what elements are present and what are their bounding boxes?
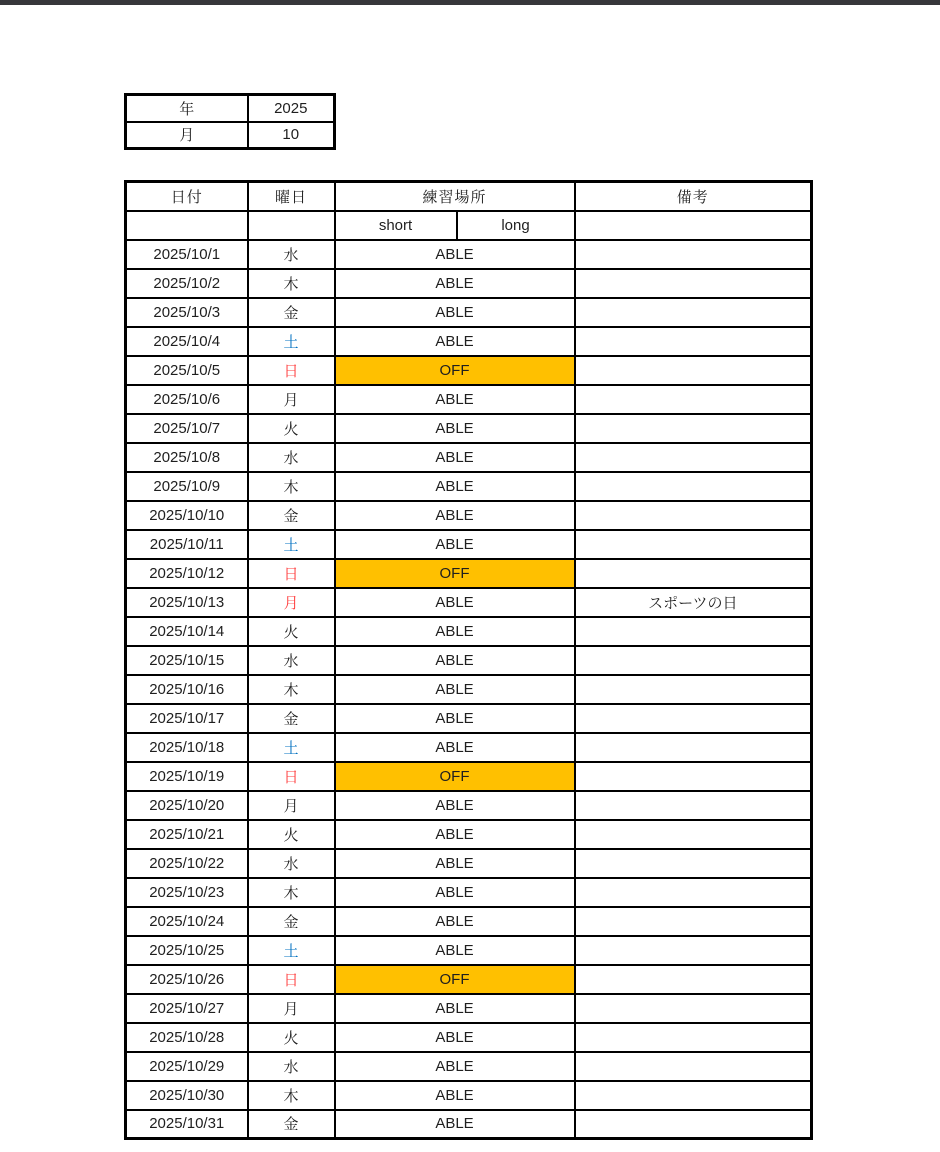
day-of-week-cell: 土: [248, 530, 335, 559]
remark-cell: [575, 501, 812, 530]
availability-cell: ABLE: [335, 530, 575, 559]
date-cell: 2025/10/8: [126, 443, 248, 472]
schedule-row: [126, 530, 812, 559]
schedule-row: [126, 472, 812, 501]
remark-cell: [575, 907, 812, 936]
year-label: 年: [126, 95, 248, 122]
availability-cell: OFF: [335, 965, 575, 994]
remark-cell: [575, 675, 812, 704]
year-value: 2025: [248, 95, 335, 122]
availability-cell: ABLE: [335, 646, 575, 675]
schedule-row: [126, 240, 812, 269]
date-cell: 2025/10/15: [126, 646, 248, 675]
day-of-week-cell: 木: [248, 472, 335, 501]
availability-cell: ABLE: [335, 240, 575, 269]
practice-schedule-table: [124, 180, 813, 1140]
schedule-row: [126, 849, 812, 878]
month-value: 10: [248, 122, 335, 149]
day-of-week-cell: 金: [248, 298, 335, 327]
day-of-week-cell: 木: [248, 675, 335, 704]
date-cell: 2025/10/19: [126, 762, 248, 791]
schedule-subheader-row: [126, 211, 812, 240]
day-of-week-cell: 水: [248, 849, 335, 878]
year-row: [126, 95, 335, 122]
availability-cell: ABLE: [335, 1052, 575, 1081]
availability-cell: ABLE: [335, 791, 575, 820]
availability-cell: ABLE: [335, 617, 575, 646]
remark-cell: [575, 559, 812, 588]
schedule-row: [126, 269, 812, 298]
day-of-week-cell: 月: [248, 994, 335, 1023]
date-cell: 2025/10/16: [126, 675, 248, 704]
remark-cell: [575, 1023, 812, 1052]
date-cell: 2025/10/13: [126, 588, 248, 617]
availability-cell: ABLE: [335, 269, 575, 298]
date-cell: 2025/10/9: [126, 472, 248, 501]
dow-column-header: 曜日: [248, 182, 335, 211]
date-cell: 2025/10/20: [126, 791, 248, 820]
schedule-row: [126, 501, 812, 530]
short-subheader: short: [335, 211, 457, 240]
availability-cell: OFF: [335, 559, 575, 588]
date-cell: 2025/10/21: [126, 820, 248, 849]
schedule-row: [126, 1052, 812, 1081]
remark-cell: [575, 298, 812, 327]
schedule-row: [126, 994, 812, 1023]
remark-cell: [575, 1052, 812, 1081]
availability-cell: ABLE: [335, 849, 575, 878]
schedule-row: [126, 414, 812, 443]
remark-cell: [575, 878, 812, 907]
availability-cell: OFF: [335, 356, 575, 385]
availability-cell: ABLE: [335, 414, 575, 443]
schedule-row: [126, 356, 812, 385]
month-row: [126, 122, 335, 149]
day-of-week-cell: 火: [248, 820, 335, 849]
date-cell: 2025/10/22: [126, 849, 248, 878]
remark-cell: [575, 965, 812, 994]
long-subheader: long: [457, 211, 575, 240]
date-cell: 2025/10/29: [126, 1052, 248, 1081]
availability-cell: ABLE: [335, 1081, 575, 1110]
remarks-subheader-empty: [575, 211, 812, 240]
remark-cell: [575, 530, 812, 559]
availability-cell: ABLE: [335, 588, 575, 617]
schedule-row: [126, 791, 812, 820]
remark-cell: スポーツの日: [575, 588, 812, 617]
date-cell: 2025/10/1: [126, 240, 248, 269]
remark-cell: [575, 269, 812, 298]
availability-cell: ABLE: [335, 385, 575, 414]
day-of-week-cell: 月: [248, 791, 335, 820]
day-of-week-cell: 木: [248, 1081, 335, 1110]
date-cell: 2025/10/28: [126, 1023, 248, 1052]
remark-cell: [575, 791, 812, 820]
schedule-row: [126, 646, 812, 675]
day-of-week-cell: 土: [248, 936, 335, 965]
day-of-week-cell: 火: [248, 617, 335, 646]
schedule-row: [126, 907, 812, 936]
date-cell: 2025/10/2: [126, 269, 248, 298]
day-of-week-cell: 水: [248, 1052, 335, 1081]
availability-cell: OFF: [335, 762, 575, 791]
remark-cell: [575, 704, 812, 733]
remark-cell: [575, 1081, 812, 1110]
day-of-week-cell: 月: [248, 385, 335, 414]
schedule-row: [126, 1023, 812, 1052]
date-cell: 2025/10/10: [126, 501, 248, 530]
schedule-row: [126, 878, 812, 907]
schedule-row: [126, 1081, 812, 1110]
remark-cell: [575, 414, 812, 443]
date-cell: 2025/10/30: [126, 1081, 248, 1110]
availability-cell: ABLE: [335, 327, 575, 356]
availability-cell: ABLE: [335, 1023, 575, 1052]
date-cell: 2025/10/17: [126, 704, 248, 733]
schedule-row: [126, 617, 812, 646]
remark-cell: [575, 240, 812, 269]
availability-cell: ABLE: [335, 820, 575, 849]
date-cell: 2025/10/6: [126, 385, 248, 414]
schedule-row: [126, 762, 812, 791]
availability-cell: ABLE: [335, 704, 575, 733]
remark-cell: [575, 617, 812, 646]
schedule-row: [126, 704, 812, 733]
availability-cell: ABLE: [335, 878, 575, 907]
remark-cell: [575, 472, 812, 501]
schedule-row: [126, 327, 812, 356]
schedule-row: [126, 1110, 812, 1139]
month-label: 月: [126, 122, 248, 149]
day-of-week-cell: 土: [248, 327, 335, 356]
day-of-week-cell: 火: [248, 1023, 335, 1052]
date-cell: 2025/10/18: [126, 733, 248, 762]
day-of-week-cell: 水: [248, 240, 335, 269]
day-of-week-cell: 日: [248, 965, 335, 994]
location-column-header: 練習場所: [335, 182, 575, 211]
date-subheader-empty: [126, 211, 248, 240]
remark-cell: [575, 849, 812, 878]
dow-subheader-empty: [248, 211, 335, 240]
availability-cell: ABLE: [335, 994, 575, 1023]
date-cell: 2025/10/14: [126, 617, 248, 646]
date-cell: 2025/10/12: [126, 559, 248, 588]
remark-cell: [575, 385, 812, 414]
schedule-header-row: [126, 182, 812, 211]
day-of-week-cell: 金: [248, 1110, 335, 1139]
date-cell: 2025/10/3: [126, 298, 248, 327]
date-cell: 2025/10/4: [126, 327, 248, 356]
remark-cell: [575, 1110, 812, 1139]
date-cell: 2025/10/23: [126, 878, 248, 907]
day-of-week-cell: 日: [248, 762, 335, 791]
date-cell: 2025/10/24: [126, 907, 248, 936]
day-of-week-cell: 金: [248, 501, 335, 530]
day-of-week-cell: 水: [248, 646, 335, 675]
remark-cell: [575, 994, 812, 1023]
date-cell: 2025/10/5: [126, 356, 248, 385]
day-of-week-cell: 月: [248, 588, 335, 617]
day-of-week-cell: 金: [248, 907, 335, 936]
window-top-bar: [0, 0, 940, 5]
availability-cell: ABLE: [335, 936, 575, 965]
date-cell: 2025/10/25: [126, 936, 248, 965]
day-of-week-cell: 日: [248, 559, 335, 588]
availability-cell: ABLE: [335, 675, 575, 704]
date-cell: 2025/10/31: [126, 1110, 248, 1139]
schedule-row: [126, 675, 812, 704]
schedule-row: [126, 965, 812, 994]
availability-cell: ABLE: [335, 298, 575, 327]
date-cell: 2025/10/7: [126, 414, 248, 443]
day-of-week-cell: 木: [248, 878, 335, 907]
day-of-week-cell: 金: [248, 704, 335, 733]
day-of-week-cell: 木: [248, 269, 335, 298]
availability-cell: ABLE: [335, 733, 575, 762]
day-of-week-cell: 水: [248, 443, 335, 472]
availability-cell: ABLE: [335, 472, 575, 501]
schedule-row: [126, 936, 812, 965]
availability-cell: ABLE: [335, 443, 575, 472]
schedule-body: [126, 240, 812, 1139]
remark-cell: [575, 733, 812, 762]
availability-cell: ABLE: [335, 1110, 575, 1139]
year-month-table: [124, 93, 336, 150]
remark-cell: [575, 646, 812, 675]
date-cell: 2025/10/26: [126, 965, 248, 994]
date-column-header: 日付: [126, 182, 248, 211]
date-cell: 2025/10/11: [126, 530, 248, 559]
remark-cell: [575, 820, 812, 849]
schedule-row: [126, 588, 812, 617]
schedule-row: [126, 559, 812, 588]
schedule-row: [126, 443, 812, 472]
date-cell: 2025/10/27: [126, 994, 248, 1023]
schedule-row: [126, 820, 812, 849]
schedule-row: [126, 385, 812, 414]
remark-cell: [575, 762, 812, 791]
remarks-column-header: 備考: [575, 182, 812, 211]
schedule-row: [126, 298, 812, 327]
schedule-row: [126, 733, 812, 762]
remark-cell: [575, 356, 812, 385]
day-of-week-cell: 日: [248, 356, 335, 385]
day-of-week-cell: 火: [248, 414, 335, 443]
day-of-week-cell: 土: [248, 733, 335, 762]
remark-cell: [575, 443, 812, 472]
remark-cell: [575, 936, 812, 965]
availability-cell: ABLE: [335, 907, 575, 936]
availability-cell: ABLE: [335, 501, 575, 530]
remark-cell: [575, 327, 812, 356]
